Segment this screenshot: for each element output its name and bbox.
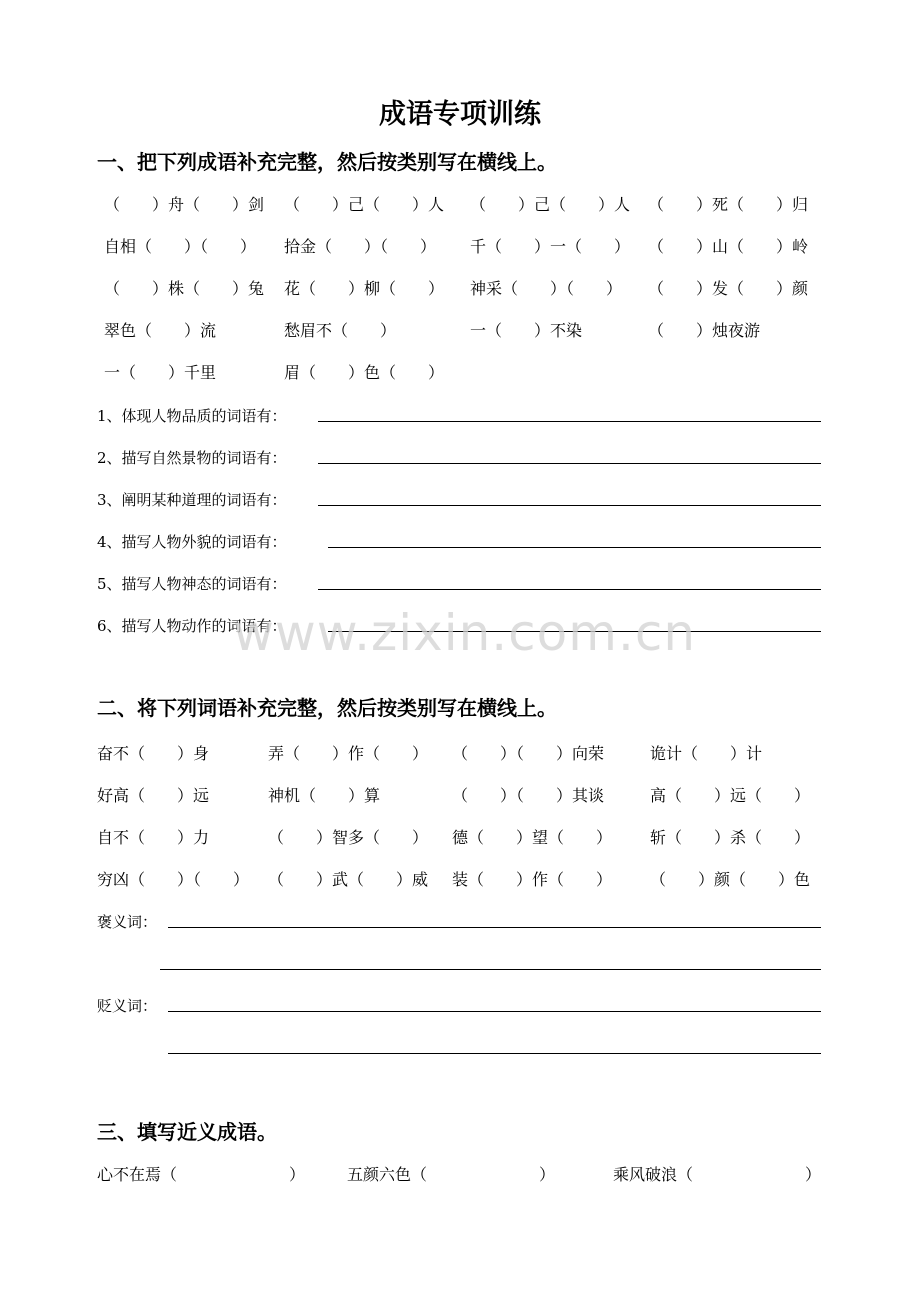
category-label: 4、描写人物外貌的词语有： <box>97 533 287 551</box>
answer-line[interactable] <box>318 463 821 464</box>
idiom-blank: （ ）舟（ ）剑 <box>104 195 265 214</box>
idiom-blank: 装（ ）作（ ） <box>452 870 613 889</box>
idiom-blank: （ ）智多（ ） <box>268 828 429 847</box>
idiom-blank: （ ）己（ ）人 <box>470 195 631 214</box>
idiom-blank: 自相（ ）（ ） <box>104 237 257 256</box>
idiom-blank: 拾金（ ）（ ） <box>284 237 437 256</box>
answer-line[interactable] <box>318 505 821 506</box>
idiom-blank: 眉（ ）色（ ） <box>284 363 445 382</box>
section2-heading: 二、将下列词语补充完整，然后按类别写在横线上。 <box>97 696 557 720</box>
idiom-blank: 奋不（ ）身 <box>97 744 210 763</box>
idiom-blank: （ ）山（ ）岭 <box>648 237 809 256</box>
section3-heading: 三、填写近义成语。 <box>97 1120 277 1144</box>
idiom-blank: 自不（ ）力 <box>97 828 210 847</box>
page-title: 成语专项训练 <box>379 99 541 130</box>
idiom-blank: 高（ ）远（ ） <box>650 786 811 805</box>
idiom-blank: 斩（ ）杀（ ） <box>650 828 811 847</box>
idiom-blank: 弄（ ）作（ ） <box>268 744 429 763</box>
idiom-blank: 一（ ）不染 <box>470 321 583 340</box>
idiom-blank: 好高（ ）远 <box>97 786 210 805</box>
idiom-blank: （ ）死（ ）归 <box>648 195 809 214</box>
idiom-blank: （ ）株（ ）兔 <box>104 279 265 298</box>
idiom-blank: 德（ ）望（ ） <box>452 828 613 847</box>
synonym-item: 乘风破浪（ ） <box>613 1165 822 1184</box>
idiom-blank: 神机（ ）算 <box>268 786 381 805</box>
category-label: 5、描写人物神态的词语有： <box>97 575 287 593</box>
answer-line[interactable] <box>168 1053 821 1054</box>
category-label: 6、描写人物动作的词语有： <box>97 617 287 635</box>
idiom-blank: 翠色（ ）流 <box>104 321 217 340</box>
positive-words-label: 褒义词： <box>97 913 158 931</box>
idiom-blank: 穷凶（ ）（ ） <box>97 870 250 889</box>
answer-line[interactable] <box>168 927 821 928</box>
answer-line[interactable] <box>318 589 821 590</box>
answer-line[interactable] <box>160 969 821 970</box>
category-label: 2、描写自然景物的词语有： <box>97 449 287 467</box>
category-label: 3、阐明某种道理的词语有： <box>97 491 287 509</box>
synonym-item: 五颜六色（ ） <box>347 1165 556 1184</box>
idiom-blank: 诡计（ ）计 <box>650 744 763 763</box>
idiom-blank: （ ）（ ）其谈 <box>452 786 605 805</box>
idiom-blank: 花（ ）柳（ ） <box>284 279 445 298</box>
idiom-blank: 千（ ）一（ ） <box>470 237 631 256</box>
idiom-blank: 愁眉不（ ） <box>284 321 397 340</box>
answer-line[interactable] <box>328 547 821 548</box>
section1-heading: 一、把下列成语补充完整，然后按类别写在横线上。 <box>97 150 557 174</box>
watermark: www.zixin.com.cn <box>233 604 697 662</box>
synonym-item: 心不在焉（ ） <box>97 1165 306 1184</box>
idiom-blank: （ ）己（ ）人 <box>284 195 445 214</box>
idiom-blank: 一（ ）千里 <box>104 363 217 382</box>
answer-line[interactable] <box>318 421 821 422</box>
idiom-blank: （ ）发（ ）颜 <box>648 279 809 298</box>
idiom-blank: （ ）（ ）向荣 <box>452 744 605 763</box>
negative-words-label: 贬义词： <box>97 997 158 1015</box>
idiom-blank: （ ）武（ ）威 <box>268 870 429 889</box>
answer-line[interactable] <box>168 1011 821 1012</box>
idiom-blank: （ ）烛夜游 <box>648 321 761 340</box>
idiom-blank: （ ）颜（ ）色 <box>650 870 811 889</box>
idiom-blank: 神采（ ）（ ） <box>470 279 623 298</box>
category-label: 1、体现人物品质的词语有： <box>97 407 287 425</box>
